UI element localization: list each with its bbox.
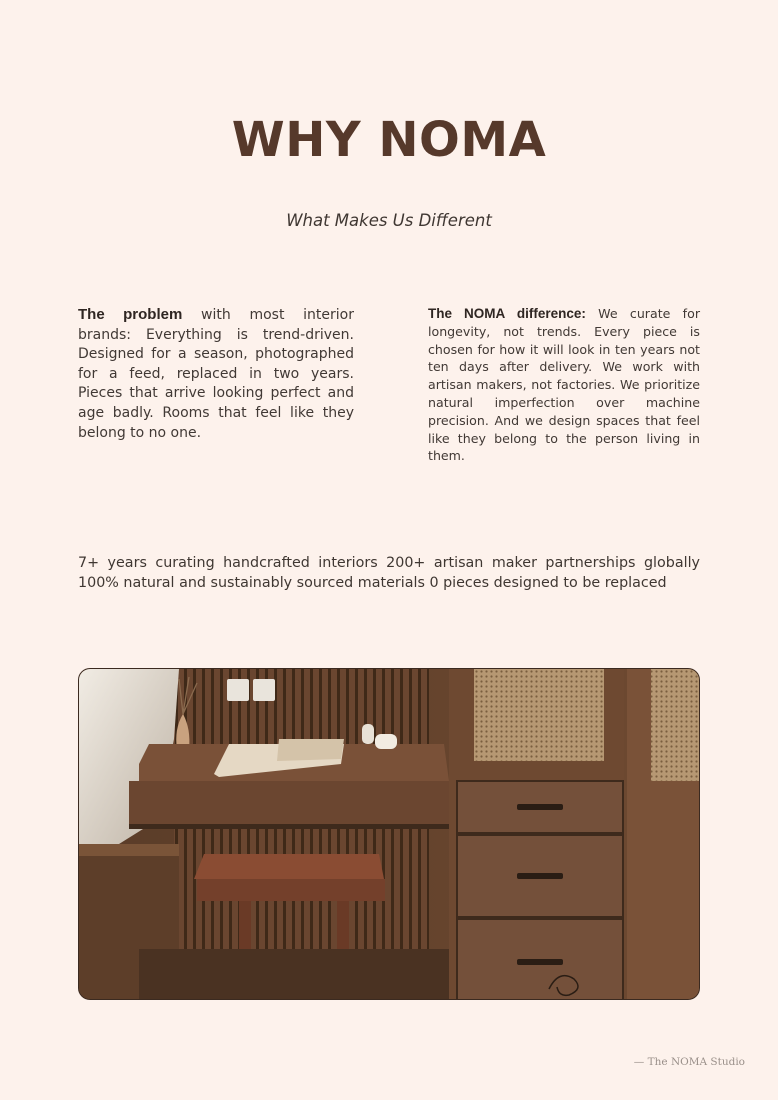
page-subtitle: What Makes Us Different: [286, 211, 492, 230]
drawer-handle: [517, 873, 563, 879]
studio-signature: — The NOMA Studio: [633, 1056, 745, 1068]
interior-photo: [78, 668, 700, 1000]
desk-drawer: [129, 781, 449, 826]
cane-panel: [651, 669, 700, 781]
diffuser: [362, 724, 374, 744]
light-switch: [227, 679, 249, 701]
stool-seat: [194, 854, 384, 879]
difference-text: We curate for longevity, not trends. Every piece is chosen for how it will look in ten years not ten days after delivery. We work with artisan makers, not factories. We prioritize natural imperfection over machine precision. And we design spaces that feel like they belong to the person living in them.: [428, 306, 700, 464]
difference-paragraph: [428, 305, 700, 465]
drawer-handle: [517, 804, 563, 810]
page-title: WHY NOMA: [231, 112, 547, 168]
problem-paragraph: [78, 305, 354, 443]
difference-lead: The NOMA difference:: [428, 306, 586, 321]
cane-door: [474, 669, 604, 761]
drawer-handle: [517, 959, 563, 965]
candle: [375, 734, 397, 749]
power-outlet: [253, 679, 275, 701]
problem-lead: The problem: [78, 306, 183, 323]
problem-text: with most interior brands: Everything is trend-driven. Designed for a season, photographed for a feed, replaced in two years. Pieces that arrive looking perfect and age badly. Rooms that feel like they belong to no one.: [78, 307, 354, 441]
stats-paragraph: 7+ years curating handcrafted interiors 200+ artisan maker partnerships globally 100% natural and sustainably sourced materials 0 pieces designed to be replaced: [78, 555, 700, 591]
